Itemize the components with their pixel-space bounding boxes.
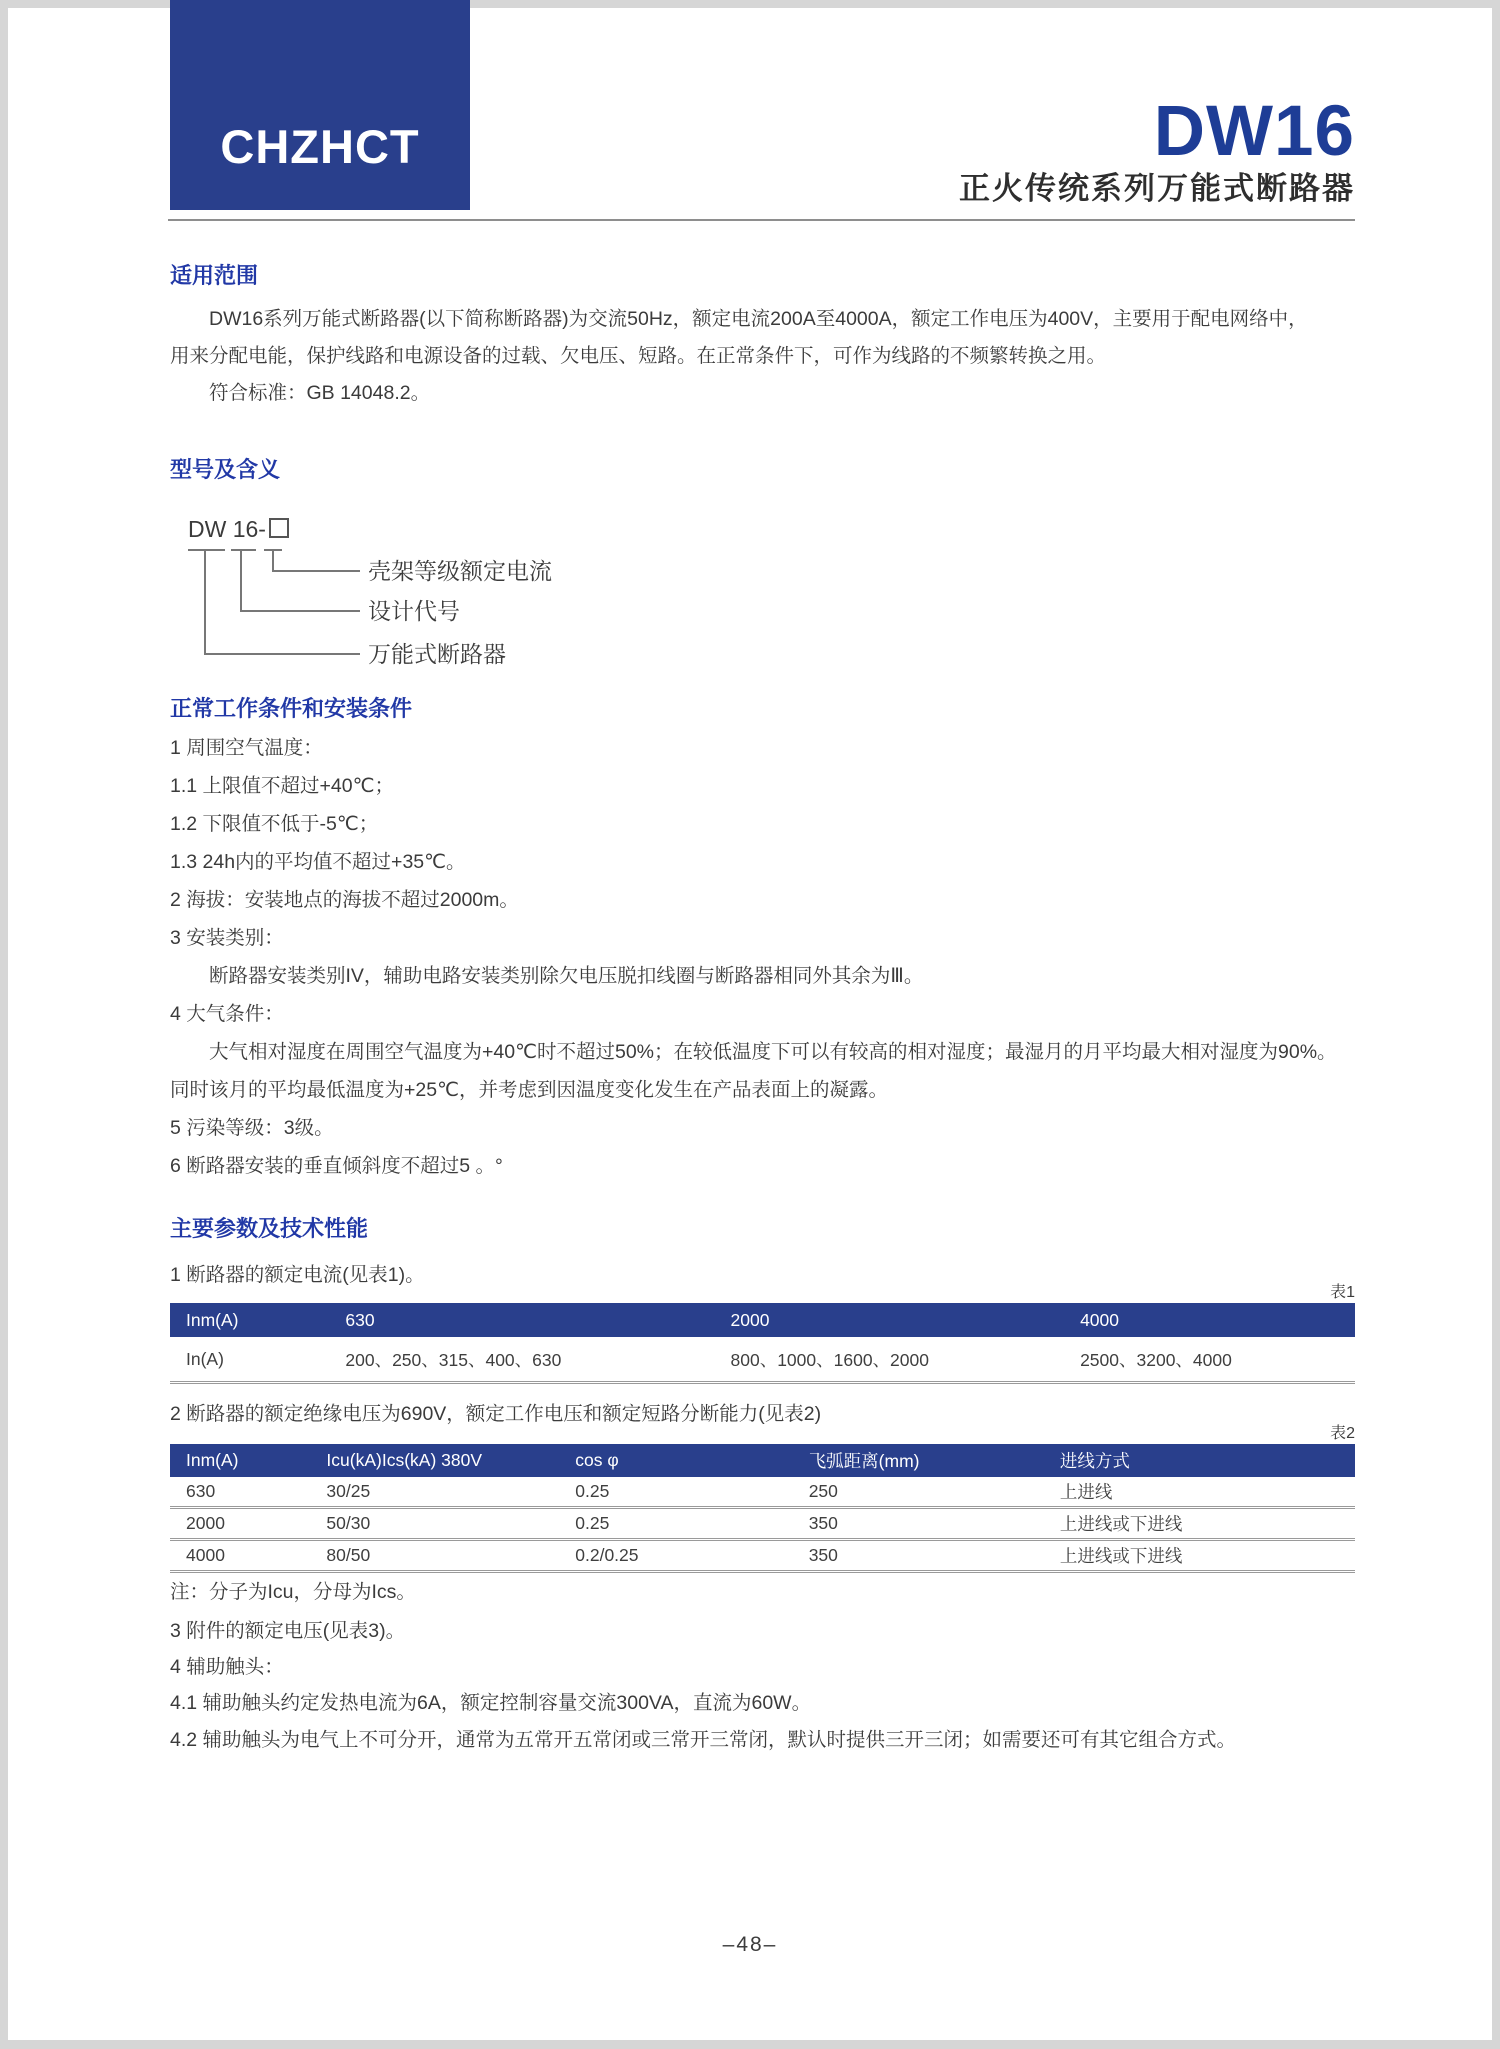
table-header-cell: 飞弧距离(mm) — [809, 1444, 1060, 1477]
model-label-frame-current: 壳架等级额定电流 — [368, 558, 552, 584]
diagram-connector-vertical-16 — [240, 549, 242, 612]
model-code — [188, 516, 289, 543]
condition-line: 3 安装类别： — [170, 927, 284, 949]
brand-logo-text: CHZHCT — [220, 120, 420, 173]
parameters-item-4-1: 4.1 辅助触头约定发热电流为6A，额定控制容量交流300VA，直流为60W。 — [170, 1692, 812, 1714]
parameters-item-3: 3 附件的额定电压(见表3)。 — [170, 1620, 406, 1642]
condition-line: 断路器安装类别IV，辅助电路安装类别除欠电压脱扣线圈与断路器相同外其余为Ⅲ。 — [170, 965, 924, 987]
table2-header-row — [170, 1444, 1355, 1477]
paragraph-line: 符合标准：GB 14048.2。 — [170, 382, 431, 404]
table2-body-row — [170, 1477, 1355, 1508]
table-cell: 上进线或下进线 — [1060, 1540, 1355, 1572]
footer-page-number: –48– — [722, 1933, 778, 1956]
table-cell: 30/25 — [326, 1477, 575, 1508]
condition-line: 同时该月的平均最低温度为+25℃，并考虑到因温度变化发生在产品表面上的凝露。 — [170, 1079, 888, 1101]
table-cell: 350 — [809, 1508, 1060, 1540]
table-cell: 上进线 — [1060, 1477, 1355, 1508]
table-header-cell: Inm(A) — [170, 1444, 326, 1477]
table-cell: 630 — [170, 1477, 326, 1508]
scope-paragraph — [170, 301, 1355, 412]
table-header-cell: cos φ — [575, 1444, 808, 1477]
table-cell: 800、1000、1600、2000 — [731, 1337, 1081, 1383]
diagram-connector-horizontal-box — [272, 570, 360, 572]
table2-body-row — [170, 1508, 1355, 1540]
table1-body-row — [170, 1337, 1355, 1383]
section-title-parameters: 主要参数及技术性能 — [170, 1216, 369, 1241]
table-header-cell: Icu(kA)Ics(kA) 380V — [326, 1444, 575, 1477]
diagram-connector-vertical-box — [272, 549, 274, 572]
parameters-item-4: 4 辅助触头： — [170, 1656, 284, 1678]
parameters-item-1: 1 断路器的额定电流(见表1)。 — [170, 1264, 425, 1286]
condition-line: 1 周围空气温度： — [170, 737, 323, 759]
model-code-text: DW 16- — [188, 516, 266, 542]
section-title-conditions: 正常工作条件和安装条件 — [170, 696, 413, 721]
product-code-title: DW16 — [1153, 92, 1355, 171]
condition-line: 1.2 下限值不低于-5℃； — [170, 813, 379, 835]
table-header-cell: Inm(A) — [170, 1303, 345, 1337]
table-header-cell: 2000 — [731, 1303, 1081, 1337]
header-divider — [168, 219, 1355, 221]
diagram-underline-16 — [231, 549, 256, 551]
condition-line: 4 大气条件： — [170, 1003, 284, 1025]
table-cell: 200、250、315、400、630 — [345, 1337, 730, 1383]
condition-line: 大气相对湿度在周围空气温度为+40℃时不超过50%；在较低温度下可以有较高的相对湿度；最湿月的月平均最大相对湿度为90%。 — [170, 1041, 1337, 1063]
conditions-list — [170, 729, 1355, 1185]
table-cell: 4000 — [170, 1540, 326, 1572]
table-cell: 0.2/0.25 — [575, 1540, 808, 1572]
diagram-connector-horizontal-16 — [240, 610, 360, 612]
diagram-connector-vertical-dw — [204, 549, 206, 655]
table-cell: 2500、3200、4000 — [1080, 1337, 1355, 1383]
diagram-underline-dw — [188, 549, 225, 551]
condition-line: 5 污染等级：3级。 — [170, 1117, 334, 1139]
table-cell: 250 — [809, 1477, 1060, 1508]
model-label-design-code: 设计代号 — [368, 598, 460, 624]
breaking-capacity-table — [170, 1444, 1355, 1573]
diagram-connector-horizontal-dw — [204, 653, 360, 655]
rated-current-table — [170, 1303, 1355, 1384]
condition-line: 2 海拔：安装地点的海拔不超过2000m。 — [170, 889, 519, 911]
model-placeholder-box — [269, 518, 289, 538]
table-note: 注：分子为Icu，分母为Ics。 — [170, 1581, 416, 1603]
table-cell: 50/30 — [326, 1508, 575, 1540]
table-cell: In(A) — [170, 1337, 345, 1383]
condition-line: 1.3 24h内的平均值不超过+35℃。 — [170, 851, 466, 873]
table-cell: 0.25 — [575, 1477, 808, 1508]
model-label-breaker-type: 万能式断路器 — [368, 641, 506, 667]
paragraph-line: 用来分配电能，保护线路和电源设备的过载、欠电压、短路。在正常条件下，可作为线路的不频繁转换之用。 — [170, 345, 1107, 367]
paragraph-line: DW16系列万能式断路器(以下简称断路器)为交流50Hz，额定电流200A至4000A，额定工作电压为400V，主要用于配电网络中， — [170, 308, 1308, 330]
parameters-item-4-2: 4.2 辅助触头为电气上不可分开，通常为五常开五常闭或三常开三常闭，默认时提供三开三闭；如需要还可有其它组合方式。 — [170, 1729, 1237, 1751]
table2-caption: 表2 — [1330, 1425, 1355, 1442]
table-cell: 0.25 — [575, 1508, 808, 1540]
table-header-cell: 4000 — [1080, 1303, 1355, 1337]
condition-line: 1.1 上限值不超过+40℃； — [170, 775, 395, 797]
table-cell: 上进线或下进线 — [1060, 1508, 1355, 1540]
table2-body-row — [170, 1540, 1355, 1572]
condition-line: 6 断路器安装的垂直倾斜度不超过5 。° — [170, 1155, 503, 1177]
table-cell: 350 — [809, 1540, 1060, 1572]
table-header-cell: 进线方式 — [1060, 1444, 1355, 1477]
table-cell: 80/50 — [326, 1540, 575, 1572]
brand-logo — [170, 0, 470, 210]
table1-header-row — [170, 1303, 1355, 1337]
section-title-scope: 适用范围 — [170, 263, 259, 288]
product-subtitle: 正火传统系列万能式断路器 — [959, 171, 1355, 206]
parameters-item-2: 2 断路器的额定绝缘电压为690V，额定工作电压和额定短路分断能力(见表2) — [170, 1403, 822, 1425]
table-header-cell: 630 — [345, 1303, 730, 1337]
table-cell: 2000 — [170, 1508, 326, 1540]
table1-caption: 表1 — [1330, 1284, 1355, 1301]
model-meaning-diagram — [170, 512, 1355, 692]
section-title-model: 型号及含义 — [170, 457, 281, 482]
